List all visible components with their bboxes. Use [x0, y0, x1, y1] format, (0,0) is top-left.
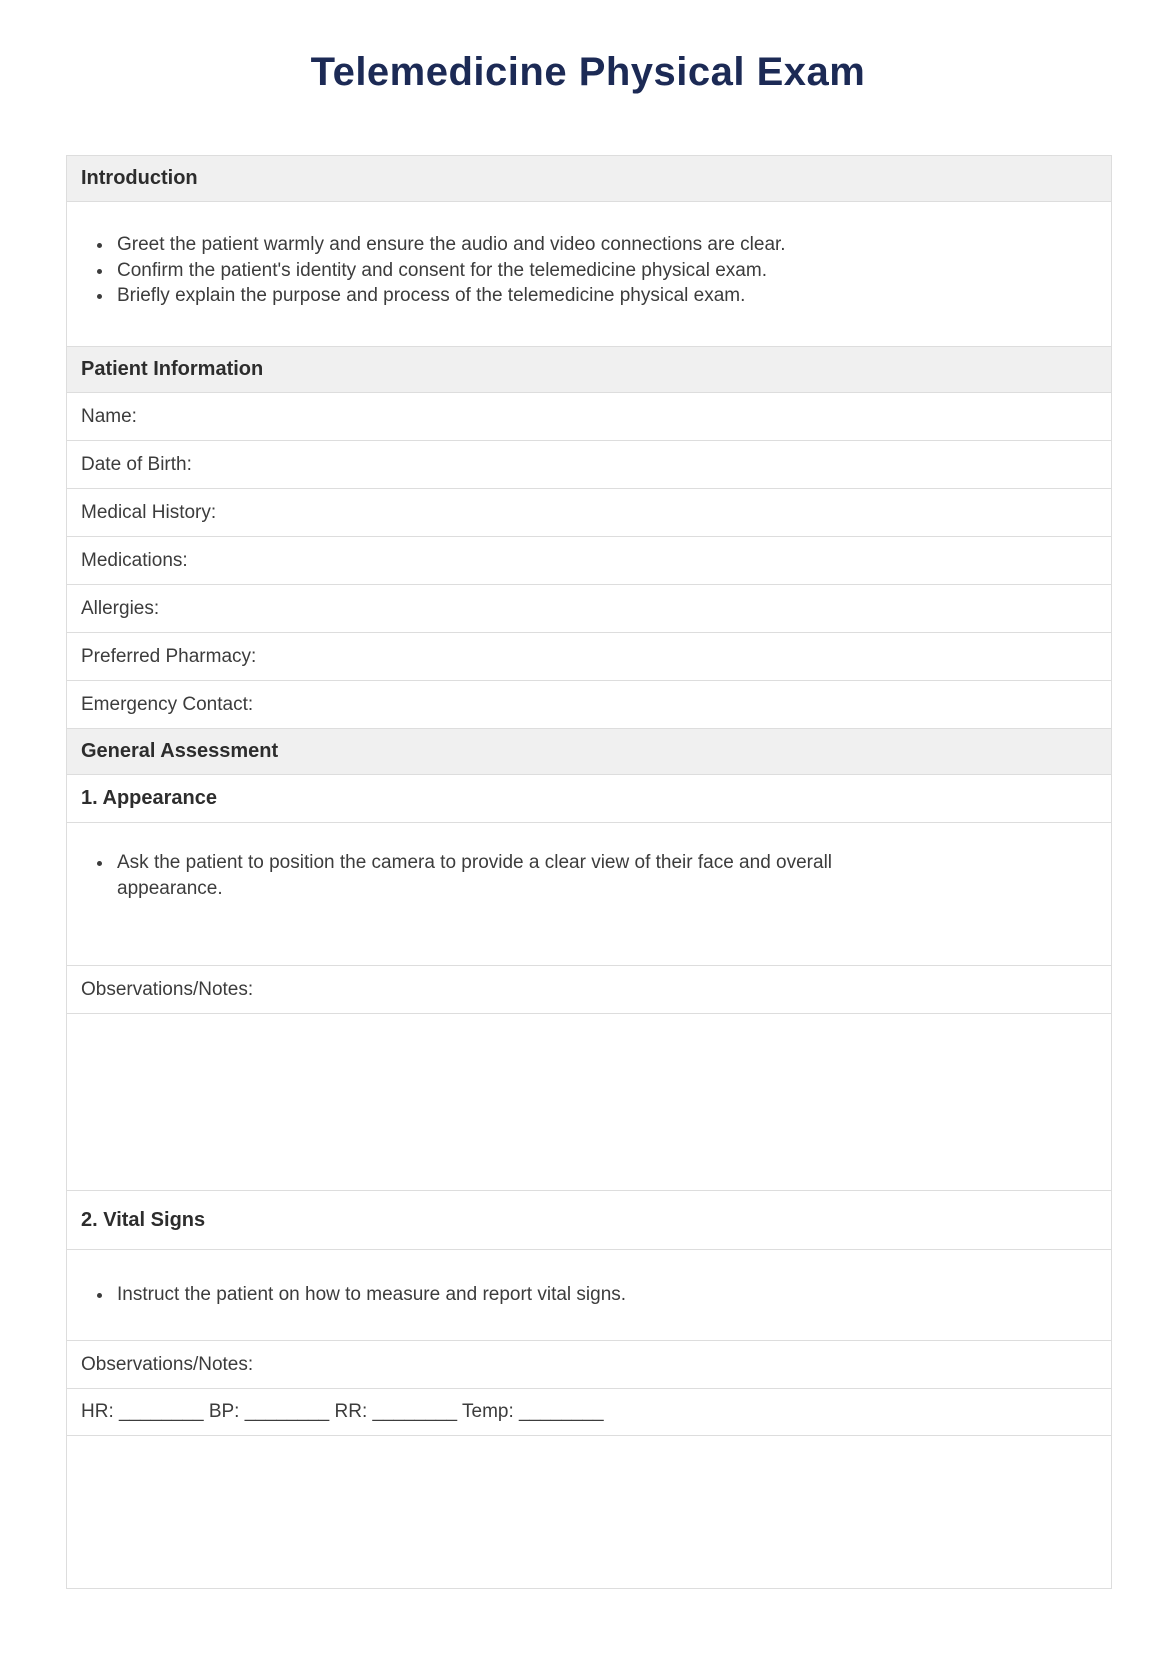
subsection-title-vital-signs — [67, 1191, 1111, 1250]
vitals-instructions — [67, 1250, 1111, 1341]
field-label: Preferred Pharmacy: — [81, 645, 257, 667]
field-label: Medications: — [81, 549, 188, 571]
vitals-bullet-item: • Instruct the patient on how to measure and report vital signs. — [114, 1282, 941, 1308]
notes-label: Observations/Notes: — [81, 1353, 254, 1375]
section-header-label: General Assessment — [81, 740, 279, 762]
field-label: Medical History: — [81, 501, 217, 523]
section-header-general-assessment — [67, 729, 1111, 775]
appearance-bullet-list — [67, 850, 941, 901]
notes-row-vitals — [67, 1341, 1111, 1389]
notes-area-vitals[interactable] — [67, 1436, 1111, 1588]
notes-label: Observations/Notes: — [81, 978, 254, 1000]
intro-bullet-item: • Greet the patient warmly and ensure the audio and video connections are clear. — [114, 232, 941, 258]
exam-form — [66, 155, 1112, 1589]
section-header-label: Patient Information — [81, 358, 264, 380]
field-row-medical-history[interactable] — [67, 489, 1111, 537]
notes-row-appearance — [67, 966, 1111, 1014]
field-row-date-of-birth[interactable] — [67, 441, 1111, 489]
field-row-emergency-contact[interactable] — [67, 681, 1111, 729]
intro-bullet-item: • Confirm the patient's identity and consent for the telemedicine physical exam. — [114, 258, 941, 284]
page-title: Telemedicine Physical Exam — [310, 50, 866, 94]
section-header-patient-information — [67, 347, 1111, 393]
vitals-entry-row[interactable] — [67, 1389, 1111, 1436]
section-header-introduction — [67, 156, 1111, 202]
subsection-title-appearance — [67, 775, 1111, 823]
intro-bullet-item: • Briefly explain the purpose and process of the telemedicine physical exam. — [114, 283, 941, 309]
intro-bullet-list — [67, 232, 941, 309]
field-label: Emergency Contact: — [81, 693, 254, 715]
appearance-bullet-item: • Ask the patient to position the camera to provide a clear view of their face and overall appearance. — [114, 850, 941, 901]
subsection-title-text: 2. Vital Signs — [81, 1208, 206, 1231]
vitals-line-text: HR: ________ BP: ________ RR: ________ Temp: ________ — [81, 1401, 604, 1422]
field-row-preferred-pharmacy[interactable] — [67, 633, 1111, 681]
section-header-label: Introduction — [81, 167, 198, 189]
field-label: Name: — [81, 405, 137, 427]
field-row-medications[interactable] — [67, 537, 1111, 585]
field-label: Allergies: — [81, 597, 160, 619]
notes-area-appearance[interactable] — [67, 1014, 1111, 1191]
vitals-bullet-list — [67, 1282, 941, 1308]
appearance-instructions — [67, 823, 1111, 966]
field-row-allergies[interactable] — [67, 585, 1111, 633]
field-row-name[interactable] — [67, 393, 1111, 441]
intro-content — [67, 202, 1111, 347]
field-label: Date of Birth: — [81, 453, 192, 475]
subsection-title-text: 1. Appearance — [81, 787, 217, 809]
